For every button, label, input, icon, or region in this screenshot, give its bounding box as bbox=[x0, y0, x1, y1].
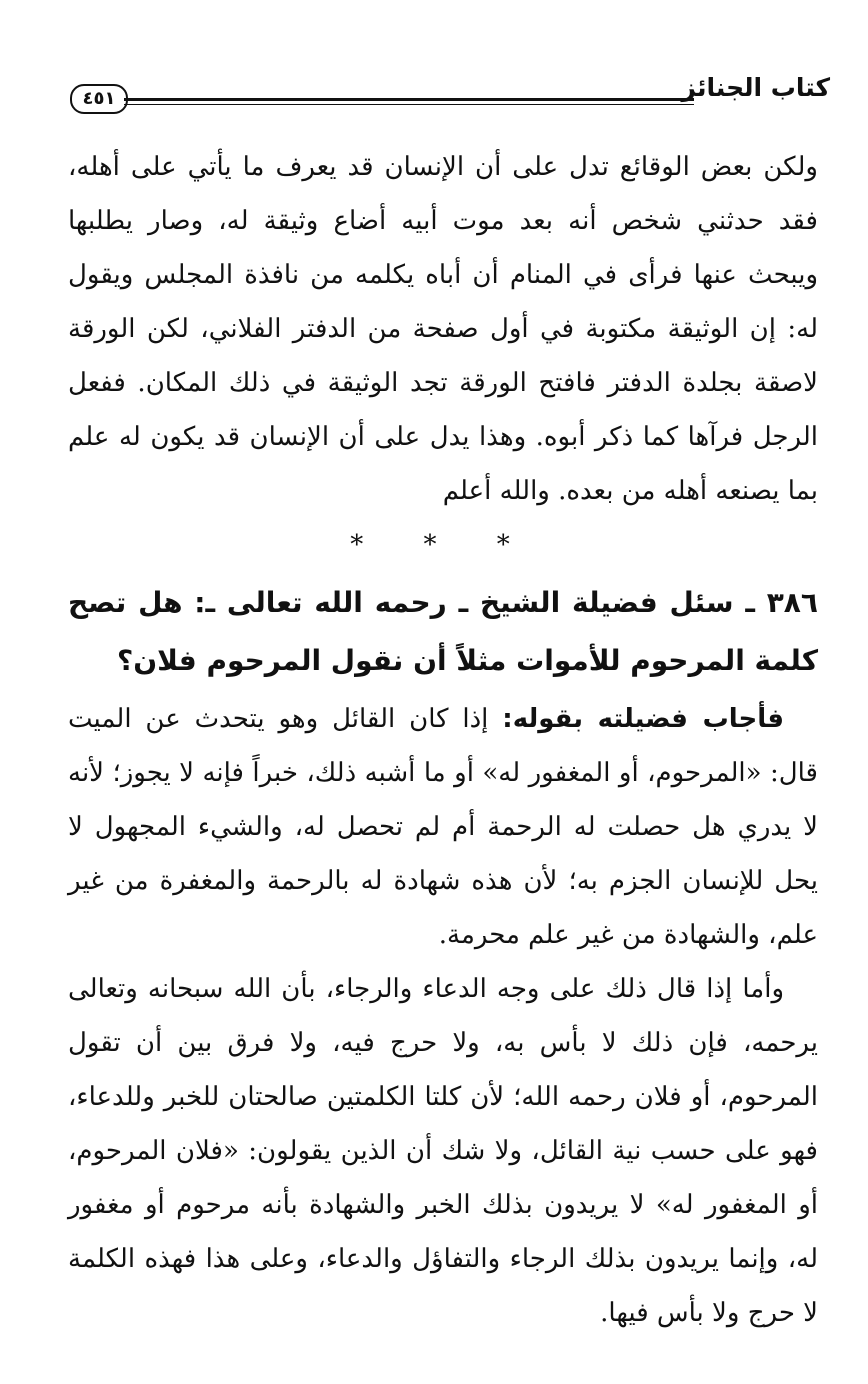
running-title: كتاب الجنائز bbox=[681, 73, 830, 102]
question-heading bbox=[68, 574, 818, 690]
page-header bbox=[70, 72, 830, 120]
answer-lead: فأجاب فضيلته بقوله: bbox=[502, 704, 785, 734]
answer-text: إذا كان القائل وهو يتحدث عن الميت قال: «المرحوم، أو المغفور له» أو ما أشبه ذلك، خبراً فإنه لا يجوز؛ لأنه لا يدري هل حصلت له الرحمة أم لم تحصل له، والشيء المجهول لا يحل للإنسان الجزم به؛ لأن هذه شهادة له بالرحمة والمغفرة من غير علم، والشهادة من غير علم محرمة. bbox=[68, 704, 818, 950]
header-rule bbox=[124, 98, 694, 101]
question-text: سئل فضيلة الشيخ ـ رحمه الله تعالى ـ: هل تصح كلمة المرحوم للأموات مثلاً أن نقول المرحوم فلان؟ bbox=[68, 586, 818, 677]
section-separator: * * * bbox=[350, 530, 536, 560]
header-rule-thin bbox=[124, 104, 694, 105]
answer-paragraph bbox=[68, 692, 818, 962]
page-body bbox=[68, 140, 818, 1340]
question-number: ٣٨٦ ـ bbox=[745, 586, 818, 619]
answer-paragraph-2: وأما إذا قال ذلك على وجه الدعاء والرجاء، بأن الله سبحانه وتعالى يرحمه، فإن ذلك لا بأس به، ولا حرج فيه، ولا فرق بين أن تقول المرحوم، أو فلان رحمه الله؛ لأن كلتا الكلمتين صالحتان للخبر وللدعاء، فهو على حسب نية القائل، ولا شك أن الذين يقولون: «فلان المرحوم، أو المغفور له» لا يريدون بذلك الخبر والشهادة بأنه مرحوم أو مغفور له، وإنما يريدون بذلك الرجاء والتفاؤل والدعاء، وعلى هذا فهذه الكلمة لا حرج ولا بأس فيها. bbox=[68, 974, 818, 1328]
page-number: ٤٥١ bbox=[70, 84, 128, 114]
paragraph: ولكن بعض الوقائع تدل على أن الإنسان قد يعرف ما يأتي على أهله، فقد حدثني شخص أنه بعد موت أبيه أضاع وثيقة له، وصار يطلبها ويبحث عنها فرأى في المنام أن أباه يكلمه من نافذة المجلس ويقول له: إن الوثيقة مكتوبة في أول صفحة من الدفتر الفلاني، لكن الورقة لاصقة بجلدة الدفتر فافتح الورقة تجد الوثيقة في ذلك المكان. ففعل الرجل فرآها كما ذكر أبوه. وهذا يدل على أن الإنسان قد يكون له علم بما يصنعه أهله من بعده. والله أعلم bbox=[68, 152, 818, 506]
